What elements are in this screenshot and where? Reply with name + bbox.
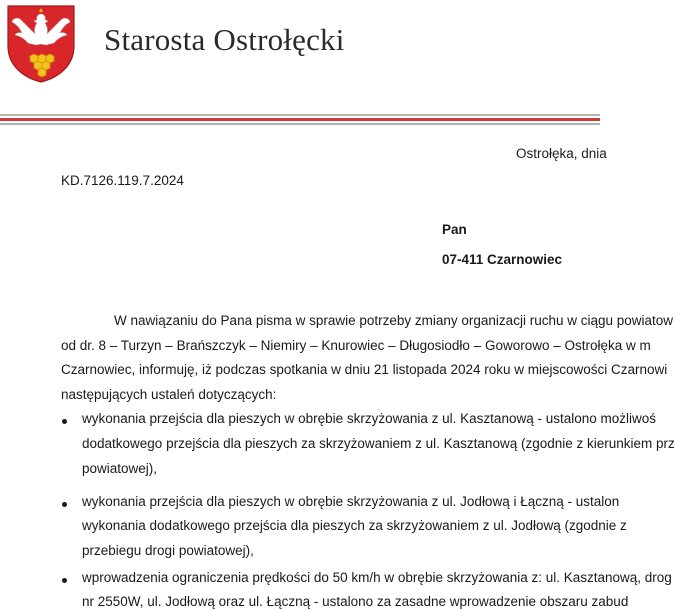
header-rule-red	[0, 118, 600, 121]
bullet-marker	[62, 502, 67, 507]
bullet-line: wprowadzenia ograniczenia prędkości do 50 km/h w obrębie skrzyżowania z: ul. Kasztanową, drog	[82, 570, 672, 585]
bullet-line: wykonania dodatkowego przejścia dla pieszych za skrzyżowaniem z ul. Jodłową (zgodnie z	[82, 518, 627, 533]
bullet-line: wykonania przejścia dla pieszych w obrębie skrzyżowania z ul. Jodłową i Łączną - ustalon	[82, 494, 620, 509]
bullet-line: przebiegu drogi powiatowej),	[82, 543, 254, 558]
intro-line: od dr. 8 – Turzyn – Brańszczyk – Niemiry – Knurowiec – Długosiodło – Goworowo – Ostrołęka w m	[61, 338, 651, 353]
office-title: Starosta Ostrołęcki	[104, 22, 345, 57]
bullet-marker	[62, 578, 67, 583]
header-rule-bottom	[0, 123, 600, 125]
bullet-line: nr 2550W, ul. Jodłową oraz ul. Łączną - ustalono za zasadne wprowadzenie obszaru zabud	[82, 594, 629, 609]
coat-of-arms-icon	[6, 4, 76, 84]
intro-line: Czarnowiec, informuję, iż podczas spotkania w dniu 21 listopada 2024 roku w miejscowości Czarnowi	[61, 362, 668, 377]
intro-line: następujących ustaleń dotyczących:	[61, 387, 277, 402]
header-rule-top	[0, 114, 600, 116]
bullet-line: powiatowej),	[82, 461, 158, 476]
bullet-line: dodatkowego przejścia dla pieszych za skrzyżowaniem z ul. Kasztanową (zgodnie z kierunkiem prz	[82, 436, 675, 451]
place-date: Ostrołęka, dnia	[516, 146, 607, 161]
reference-number: KD.7126.119.7.2024	[61, 173, 184, 188]
bullet-marker	[62, 419, 67, 424]
recipient-postal: 07-411 Czarnowiec	[442, 252, 563, 267]
recipient-salutation: Pan	[442, 222, 467, 237]
intro-line: W nawiązaniu do Pana pisma w sprawie potrzeby zmiany organizacji ruchu w ciągu powiatow	[114, 313, 674, 328]
bullet-line: wykonania przejścia dla pieszych w obrębie skrzyżowania z ul. Kasztanową - ustalono możliwoś	[82, 411, 657, 426]
